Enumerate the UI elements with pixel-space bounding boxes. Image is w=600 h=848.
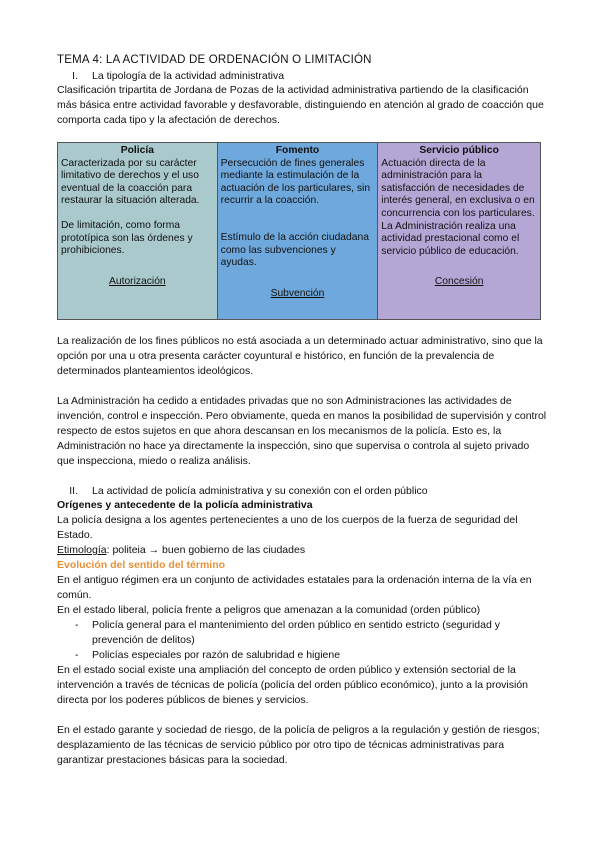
column-fomento [217, 143, 378, 320]
column-fomento-footer: Subvención [270, 287, 325, 299]
section-1-heading [57, 69, 547, 83]
etymology-label: Etimología [57, 544, 107, 556]
section-1-title: La tipología de la actividad administrativa [92, 70, 285, 82]
column-policia-header: Policía [120, 145, 154, 156]
list-item-text: Policías especiales por razón de salubridad e higiene [92, 649, 341, 661]
column-fomento-text-1: Persecución de fines generales mediante la estimulación de la actuación de los particulares, sin recurrir a la coacción. [220, 157, 371, 207]
column-policia [58, 143, 218, 320]
column-servicio-publico-footer: Concesión [434, 276, 484, 288]
paragraph-estado-garante: En el estado garante y sociedad de riesgo, de la policía de peligros a la regulación y gestión de riesgos; desplazamiento de las técnicas de servicio público por otro tipo de técnicas administrativas para garantizar prestaciones básicas para la sociedad. [57, 724, 540, 766]
column-servicio-publico-header: Servicio público [419, 145, 499, 156]
policia-list [57, 618, 547, 663]
column-servicio-publico-text-1: Actuación directa de la administración para la satisfacción de necesidades de interés general, en exclusiva o en concurrencia con los particulares. [381, 157, 535, 219]
column-fomento-header: Fomento [275, 145, 320, 156]
column-fomento-text-2: Estímulo de la acción ciudadana como las subvenciones y ayudas. [220, 231, 369, 269]
list-item [57, 648, 547, 663]
list-bullet: - [75, 649, 79, 661]
classification-table [57, 142, 541, 320]
column-servicio-publico [378, 143, 541, 320]
column-policia-text-2: De limitación, como forma prototípica son las órdenes y prohibiciones. [61, 219, 193, 257]
section-1-number: I. [72, 70, 78, 82]
list-bullet: - [75, 619, 79, 631]
paragraph-fines-publicos: La realización de los fines públicos no está asociada a un determinado actuar administrativo, sino que la opción por una u otra presenta carácter coyuntural e histórico, en función de la prevalencia de determinados planteamientos ideológicos. [57, 335, 543, 377]
paragraph-entidades-privadas: La Administración ha cedido a entidades privadas que no son Administraciones las actividades de invención, control e inspección. Pero obviamente, queda en manos la posibilidad de supervisión y control respecto de estos sujetos en que ahora descansan en los mecanismos de la policía. Esto es, la Administración no hace ya directamente la inspección, sino que supervisa o controla al sujeto privado que inspecciona, miedo o realiza análisis. [57, 395, 547, 467]
etymology-text: : politeia → buen gobierno de las ciudades [106, 544, 306, 556]
section-2-heading [57, 484, 547, 498]
list-item-text: Policía general para el mantenimiento del orden público en sentido estricto (seguridad y prevención de delitos) [92, 619, 500, 646]
section-1-intro: Clasificación tripartita de Jordana de Pozas de la actividad administrativa partiendo de la clasificación más básica entre actividad favorable y desfavorable, distinguiendo en atención al grado de coacción que comporta cada tipo y la afectación de derechos. [57, 84, 544, 126]
etymology-line [57, 543, 547, 558]
column-policia-footer: Autorización [109, 275, 166, 287]
paragraph-policia-designa: La policía designa a los agentes pertenecientes a uno de los cuerpos de la fuerza de seguridad del Estado. [57, 514, 518, 541]
column-servicio-publico-text-2: La Administración realiza una actividad prestacional como el servicio público de educación. [381, 220, 520, 257]
document-page [57, 54, 547, 768]
column-policia-text-1: Caracterizada por su carácter limitativo de derechos y el uso eventual de la coacción para restaurar la situación alterada. [61, 157, 200, 207]
subheading-evolucion: Evolución del sentido del término [57, 559, 226, 571]
paragraph-estado-social: En el estado social existe una ampliación del concepto de orden público y extensión sectorial de la intervención a través de técnicas de policía (policía del orden público económico), junto a la provisión directa por los poderes públicos de bienes y servicios. [57, 664, 529, 706]
subheading-origenes: Orígenes y antecedente de la policía administrativa [57, 499, 313, 511]
list-item [57, 618, 547, 648]
paragraph-estado-liberal: En el estado liberal, policía frente a peligros que amenazan a la comunidad (orden público) [57, 604, 481, 616]
section-2-title: La actividad de policía administrativa y su conexión con el orden público [92, 485, 428, 497]
page-title: TEMA 4: LA ACTIVIDAD DE ORDENACIÓN O LIMITACIÓN [57, 54, 372, 66]
paragraph-antiguo-regimen: En el antiguo régimen era un conjunto de actividades estatales para la ordenación interna de la vía en común. [57, 574, 532, 601]
section-2-number: II. [69, 485, 78, 497]
